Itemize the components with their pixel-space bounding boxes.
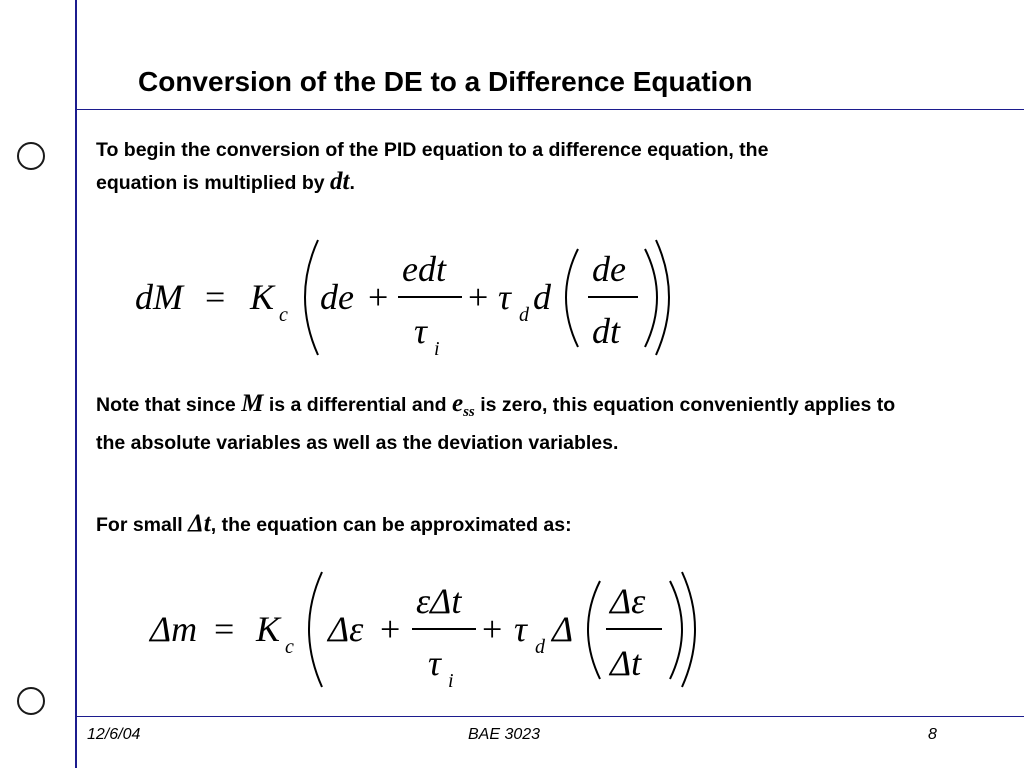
eq2-gain-sub: c bbox=[285, 636, 294, 658]
intro-text: To begin the conversion of the PID equation to a difference equation, the equation is multiplied by bbox=[96, 139, 769, 194]
eq2-tau-sub: d bbox=[535, 636, 545, 658]
eq2-plus1: + bbox=[380, 609, 401, 649]
eq2-lhs: Δm bbox=[150, 609, 198, 649]
eq1-plus1: + bbox=[368, 277, 389, 317]
eq1-frac1-num: edt bbox=[402, 249, 446, 289]
footer-course: BAE 3023 bbox=[468, 726, 541, 743]
eq1-term1: de bbox=[320, 277, 354, 317]
note-text-2: is a differential and bbox=[263, 394, 452, 416]
intro-text-end: . bbox=[349, 172, 355, 194]
note-text-1: Note that since bbox=[96, 394, 242, 416]
eq1-frac2-den: dt bbox=[592, 311, 621, 351]
note-math-M: M bbox=[241, 390, 264, 417]
eq2-frac1-den: τ bbox=[428, 643, 441, 683]
eq1-lhs: dM bbox=[135, 277, 183, 317]
eq1-frac2-num: de bbox=[592, 249, 626, 289]
eq2-plus2: + bbox=[482, 609, 503, 649]
note-paragraph bbox=[96, 388, 896, 459]
eq1-inner-right-paren bbox=[645, 249, 657, 347]
footer-divider-line bbox=[75, 716, 1024, 717]
note-math-e-base: e bbox=[451, 390, 464, 417]
eq1-equals: = bbox=[205, 277, 226, 317]
eq2-tau: τ bbox=[514, 609, 527, 649]
eq1-tau-sub: d bbox=[519, 304, 529, 326]
eq2-gain: K bbox=[256, 609, 281, 649]
eq2-frac1-den-sub: i bbox=[448, 670, 454, 692]
eq2-diff-op: Δ bbox=[552, 609, 574, 649]
eq1-gain: K bbox=[250, 277, 275, 317]
footer-page-number: 8 bbox=[928, 726, 937, 743]
eq2-equals: = bbox=[214, 609, 235, 649]
pid-difference-equation bbox=[140, 567, 710, 692]
note-math-e-sub: ss bbox=[463, 404, 475, 420]
eq2-inner-left-paren bbox=[588, 581, 600, 679]
intro-math-dt: dt bbox=[330, 168, 350, 195]
note-text-3: is zero, this equation conveniently applies to the absolute variables as well as the deviation variables. bbox=[96, 394, 896, 454]
approx-text-2: , the equation can be approximated as: bbox=[210, 514, 572, 536]
eq1-gain-sub: c bbox=[279, 304, 288, 326]
slide-title: Conversion of the DE to a Difference Equation bbox=[138, 66, 753, 97]
eq2-frac1-num: εΔt bbox=[416, 581, 462, 621]
title-divider-line bbox=[75, 109, 1024, 110]
note-math-e bbox=[451, 390, 475, 420]
eq2-outer-left-paren bbox=[309, 572, 322, 687]
intro-paragraph bbox=[96, 135, 826, 199]
approx-math-delta-t: Δt bbox=[188, 510, 211, 537]
binder-ring-bottom bbox=[17, 687, 45, 715]
footer-date: 12/6/04 bbox=[87, 726, 141, 743]
pid-differential-equation bbox=[130, 235, 690, 360]
eq2-outer-right-paren bbox=[682, 572, 695, 687]
eq1-plus2: + bbox=[468, 277, 489, 317]
eq2-inner-right-paren bbox=[670, 581, 682, 679]
eq1-tau: τ bbox=[498, 277, 511, 317]
approx-text-1: For small bbox=[96, 514, 189, 536]
eq1-outer-left-paren bbox=[305, 240, 318, 355]
eq1-frac1-den-sub: i bbox=[434, 338, 440, 360]
eq1-diff-op: d bbox=[533, 277, 551, 317]
eq2-frac2-den: Δt bbox=[610, 643, 642, 683]
eq2-frac2-num: Δε bbox=[610, 581, 646, 621]
approximation-paragraph bbox=[96, 508, 896, 541]
eq1-frac1-den: τ bbox=[414, 311, 427, 351]
binder-ring-top bbox=[17, 142, 45, 170]
eq1-inner-left-paren bbox=[566, 249, 578, 347]
eq2-term1: Δε bbox=[328, 609, 364, 649]
left-border-line bbox=[75, 0, 77, 768]
